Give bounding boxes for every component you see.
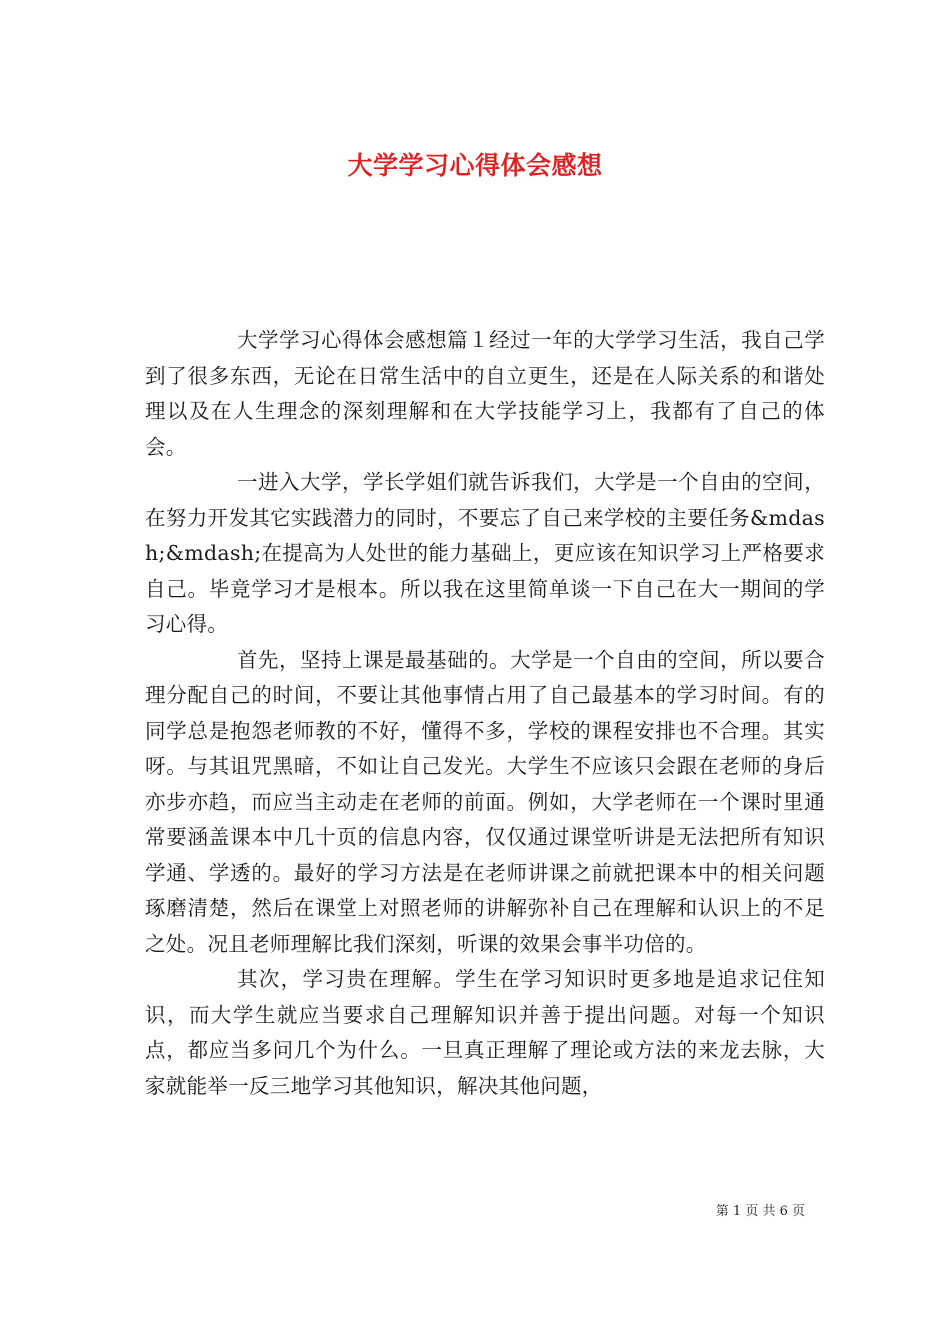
paragraph: 首先，坚持上课是最基础的。大学是一个自由的空间，所以要合理分配自己的时间，不要让其他事情占用了自己最基本的学习时间。有的同学总是抱怨老师教的不好，懂得不多，学校的课程安排也不合理。其实呀。与其诅咒黑暗，不如让自己发光。大学生不应该只会跟在老师的身后亦步亦趋，而应当主动走在老师的前面。例如，大学老师在一个课时里通常要涵盖课本中几十页的信息内容，仅仅通过课堂听讲是无法把所有知识学通、学透的。最好的学习方法是在老师讲课之前就把课本中的相关问题琢磨清楚，然后在课堂上对照老师的讲解弥补自己在理解和认识上的不足之处。况且老师理解比我们深刻，听课的效果会事半功倍的。 — [145, 647, 825, 956]
page-number: 第 1 页 共 6 页 — [715, 1204, 805, 1219]
paragraph: 大学学习心得体会感想篇１经过一年的大学学习生活，我自己学到了很多东西，无论在日常生活中的自立更生，还是在人际关系的和谐处理以及在人生理念的深刻理解和在大学技能学习上，我都有了自己的体会。 — [145, 328, 825, 459]
document-title: 大学学习心得体会感想 — [347, 150, 603, 180]
paragraph: 其次，学习贵在理解。学生在学习知识时更多地是追求记住知识，而大学生就应当要求自己理解知识并善于提出问题。对每一个知识点，都应当多问几个为什么。一旦真正理解了理论或方法的来龙去脉，大家就能举一反三地学习其他知识，解决其他问题， — [145, 967, 825, 1098]
paragraph: 一进入大学，学长学姐们就告诉我们，大学是一个自由的空间，在努力开发其它实践潜力的同时，不要忘了自己来学校的主要任务&mdash;&mdash;在提高为人处世的能力基础上，更应该在知识学习上严格要求自己。毕竟学习才是根本。所以我在这里简单谈一下自己在大一期间的学习心得。 — [145, 470, 825, 636]
document-body — [145, 323, 825, 1104]
